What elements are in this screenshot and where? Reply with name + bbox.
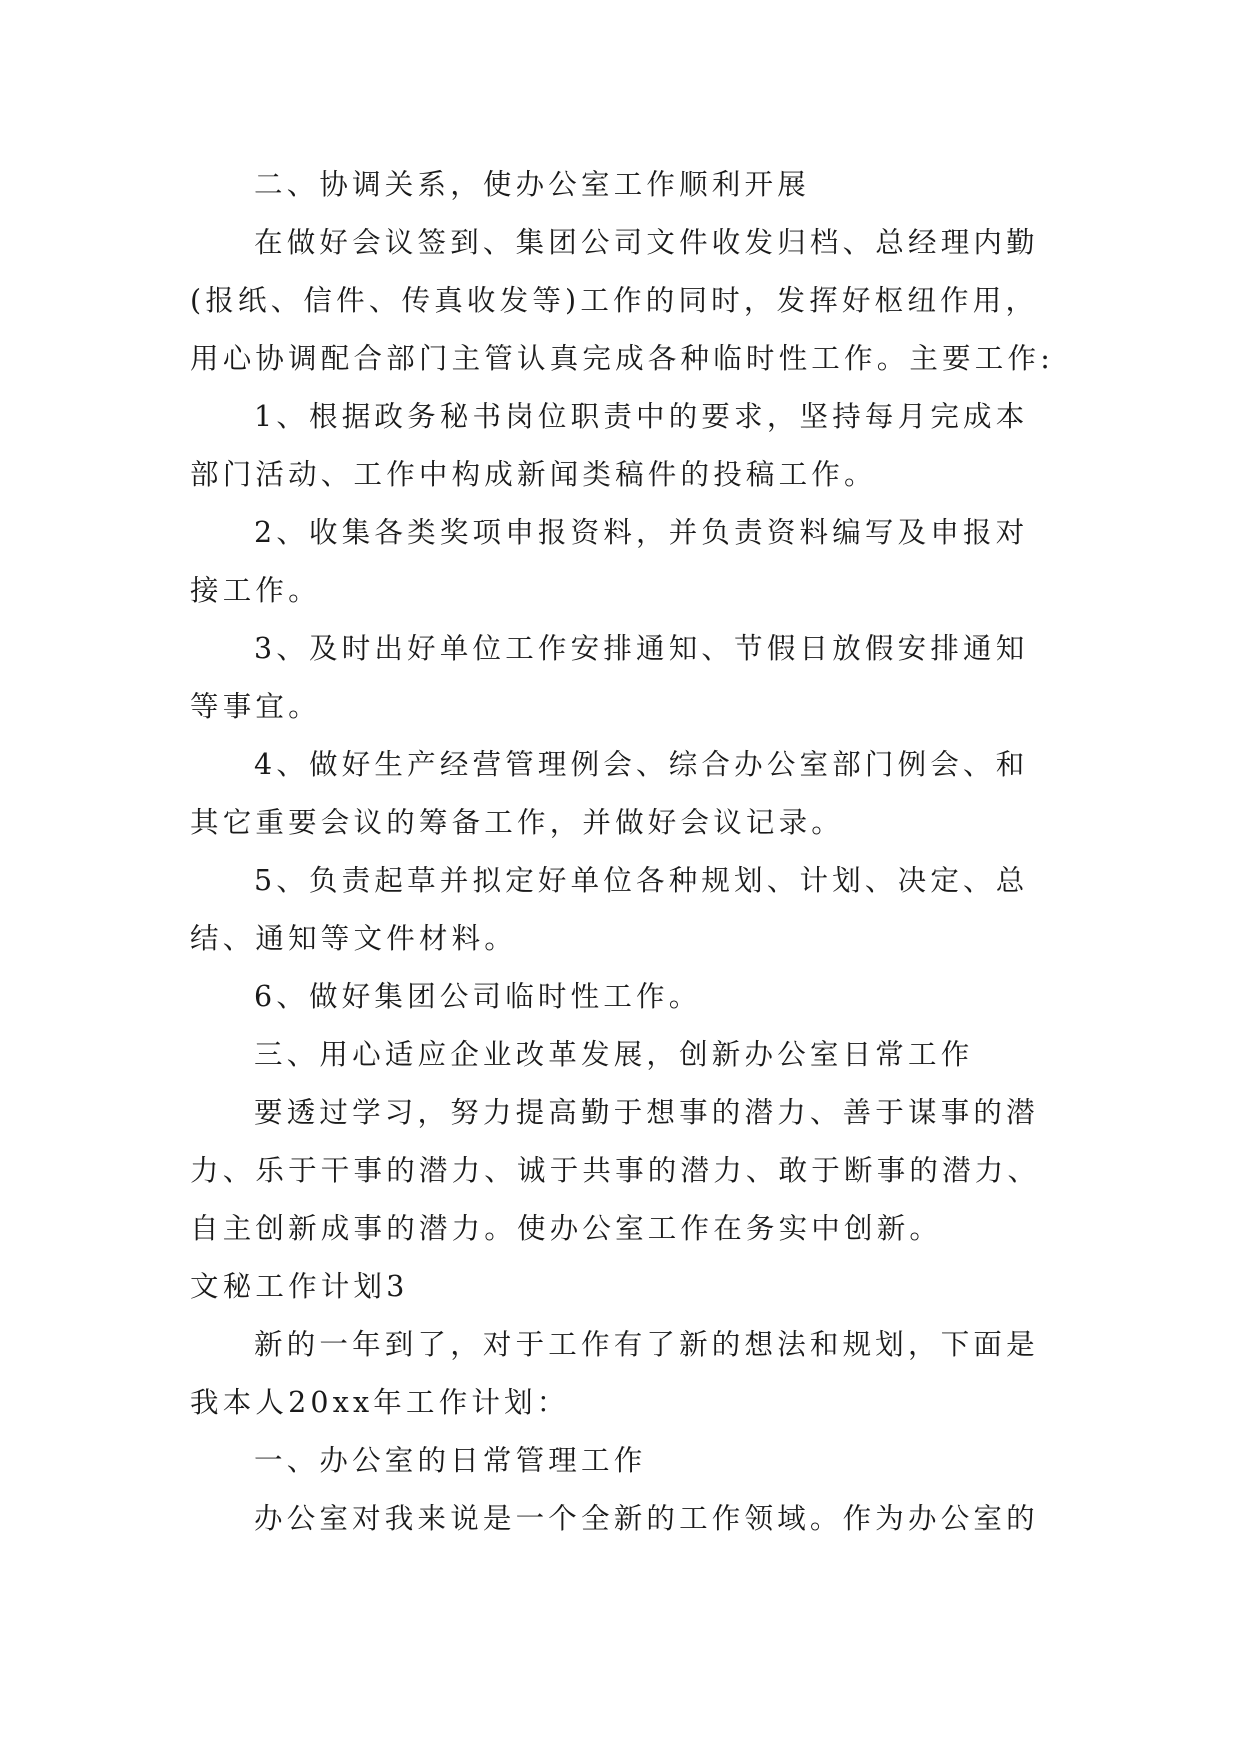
text-line: 自主创新成事的潜力。使办公室工作在务实中创新。 — [190, 1212, 943, 1245]
text-line: 力、乐于干事的潜力、诚于共事的潜力、敢于断事的潜力、 — [190, 1154, 1041, 1187]
text-line: (报纸、信件、传真收发等)工作的同时，发挥好枢纽作用， — [190, 284, 1039, 317]
text-line: 要透过学习，努力提高勤于想事的潜力、善于谋事的潜 — [254, 1096, 1039, 1129]
text-line: 6、做好集团公司临时性工作。 — [254, 980, 702, 1013]
text-line: 我本人20xx年工作计划： — [190, 1386, 570, 1419]
text-line: 4、做好生产经营管理例会、综合办公室部门例会、和 — [254, 748, 1029, 781]
text-line: 在做好会议签到、集团公司文件收发归档、总经理内勤 — [254, 226, 1039, 259]
text-line: 文秘工作计划3 — [190, 1270, 409, 1303]
text-line: 二、协调关系，使办公室工作顺利开展 — [254, 168, 810, 201]
text-line: 其它重要会议的筹备工作，并做好会议记录。 — [190, 806, 845, 839]
text-line: 一、办公室的日常管理工作 — [254, 1444, 647, 1477]
text-line: 用心协调配合部门主管认真完成各种临时性工作。主要工作: — [190, 342, 1055, 375]
text-line: 2、收集各类奖项申报资料，并负责资料编写及申报对 — [254, 516, 1029, 549]
text-line: 新的一年到了，对于工作有了新的想法和规划，下面是 — [254, 1328, 1039, 1361]
text-line: 1、根据政务秘书岗位职责中的要求，坚持每月完成本 — [254, 400, 1029, 433]
text-line: 办公室对我来说是一个全新的工作领域。作为办公室的 — [254, 1502, 1039, 1535]
text-line: 接工作。 — [190, 574, 321, 607]
document-body — [190, 156, 1070, 1548]
text-line: 三、用心适应企业改革发展，创新办公室日常工作 — [254, 1038, 974, 1071]
text-line: 3、及时出好单位工作安排通知、节假日放假安排通知 — [254, 632, 1029, 665]
text-line: 5、负责起草并拟定好单位各种规划、计划、决定、总 — [254, 864, 1029, 897]
text-line: 等事宜。 — [190, 690, 321, 723]
text-line: 部门活动、工作中构成新闻类稿件的投稿工作。 — [190, 458, 877, 491]
text-line: 结、通知等文件材料。 — [190, 922, 518, 955]
